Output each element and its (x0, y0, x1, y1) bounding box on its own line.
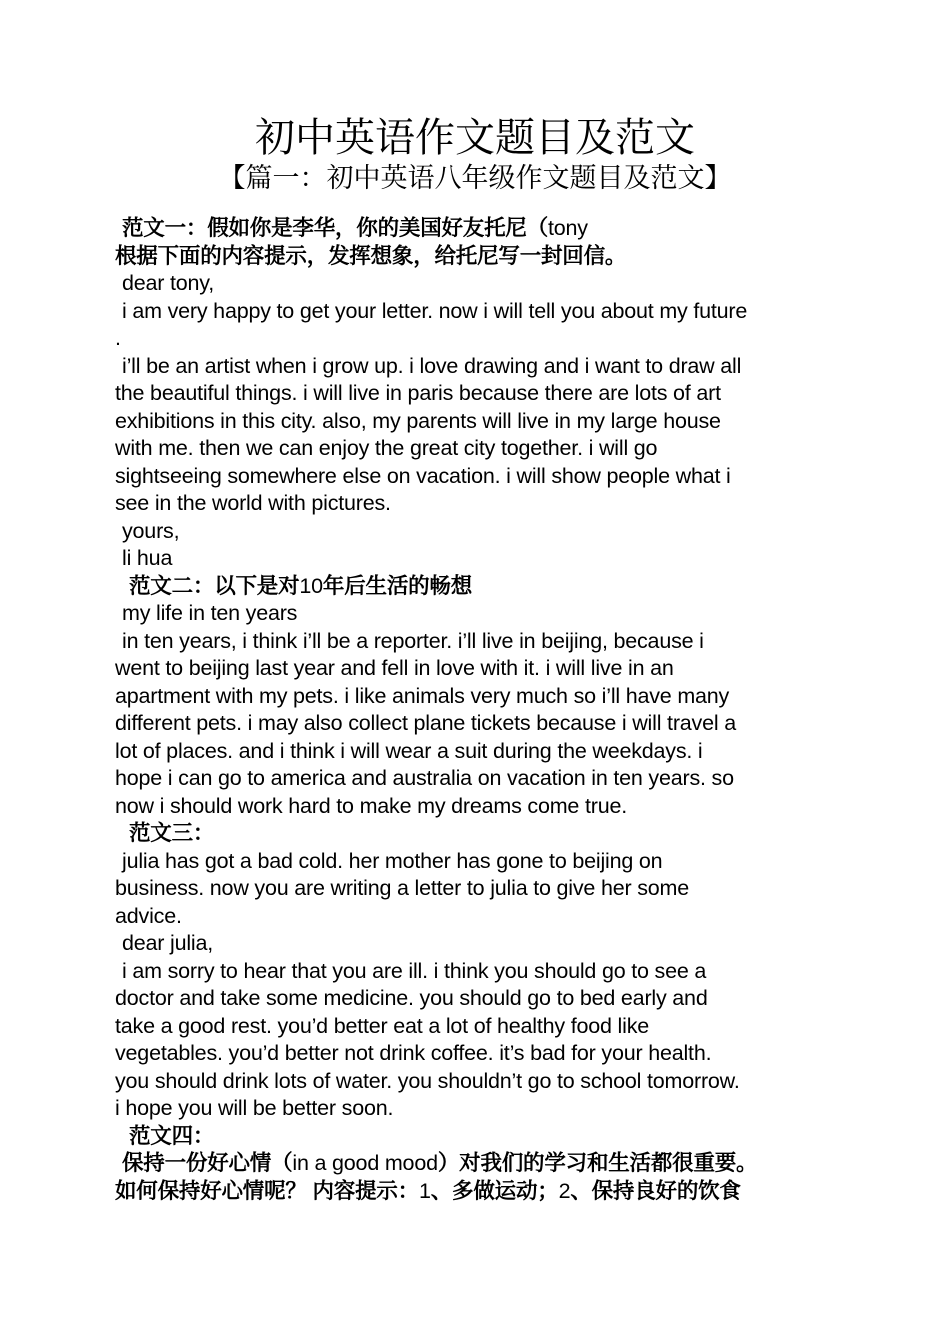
text-line: see in the world with pictures. (115, 491, 391, 515)
essay3-heading: 范文三： (129, 821, 215, 845)
text-line: . (115, 326, 121, 350)
essay3-greeting: dear julia, (122, 931, 214, 955)
text-line: in ten years, i think i’ll be a reporter. i’ll live in beijing, because i (122, 628, 704, 653)
text-line: advice. (115, 903, 182, 928)
text-line: apartment with my pets. i like animals very much so i’ll have many (115, 683, 730, 708)
essay2-heading: 范文二：以下是对10年后生活的畅想 (129, 573, 473, 598)
text-line: lot of places. and i think i will wear a suit during the weekdays. i (115, 738, 703, 763)
essay1-signature: li hua (122, 546, 173, 570)
text-line: julia has got a bad cold. her mother has gone to beijing on (122, 848, 663, 873)
text-line: i am sorry to hear that you are ill. i think you should go to see a (122, 958, 707, 983)
essay4-heading: 范文四： (129, 1123, 215, 1148)
text-line: i am very happy to get your letter. now i will tell you about my future (122, 298, 748, 323)
text-line: with me. then we can enjoy the great city together. i will go (115, 436, 658, 460)
text-line: take a good rest. you’d better eat a lot of healthy food like (115, 1013, 650, 1038)
essay1-heading: 范文一：假如你是李华，你的美国好友托尼（tony (122, 216, 588, 240)
text-line: you should drink lots of water. you shouldn’t go to school tomorrow. (115, 1068, 740, 1093)
essay4-prompt: 保持一份好心情（in a good mood）对我们的学习和生活都很重要。 (122, 1151, 758, 1175)
text-line: now i should work hard to make my dreams come true. (115, 793, 627, 818)
text-line: different pets. i may also collect plane tickets because i will travel a (115, 711, 736, 735)
essay4-hints: 如何保持好心情呢？ 内容提示：1、多做运动；2、保持良好的饮食 (115, 1178, 741, 1203)
text-line: hope i can go to america and australia on vacation in ten years. so (115, 766, 734, 790)
text-line: sightseeing somewhere else on vacation. i will show people what i (115, 463, 731, 488)
text-line: doctor and take some medicine. you should go to bed early and (115, 986, 708, 1010)
essay1-prompt: 根据下面的内容提示，发挥想象，给托尼写一封回信。 (115, 243, 627, 268)
essay1-closing: yours, (122, 518, 180, 543)
document-title: 初中英语作文题目及范文 (255, 115, 695, 161)
document-subtitle: 【篇一：初中英语八年级作文题目及范文】 (218, 163, 732, 194)
document-body (115, 215, 845, 1205)
text-line: the beautiful things. i will live in paris because there are lots of art (115, 381, 721, 405)
text-line: went to beijing last year and fell in love with it. i will live in an (115, 656, 674, 680)
text-line: vegetables. you’d better not drink coffee. it’s bad for your health. (115, 1041, 712, 1065)
text-line: business. now you are writing a letter to julia to give her some (115, 876, 689, 900)
essay2-title: my life in ten years (122, 601, 298, 625)
text-line: i hope you will be better soon. (115, 1096, 394, 1120)
text-line: i’ll be an artist when i grow up. i love drawing and i want to draw all (122, 353, 742, 378)
text-line: exhibitions in this city. also, my parents will live in my large house (115, 408, 721, 433)
essay1-greeting: dear tony, (122, 271, 215, 295)
